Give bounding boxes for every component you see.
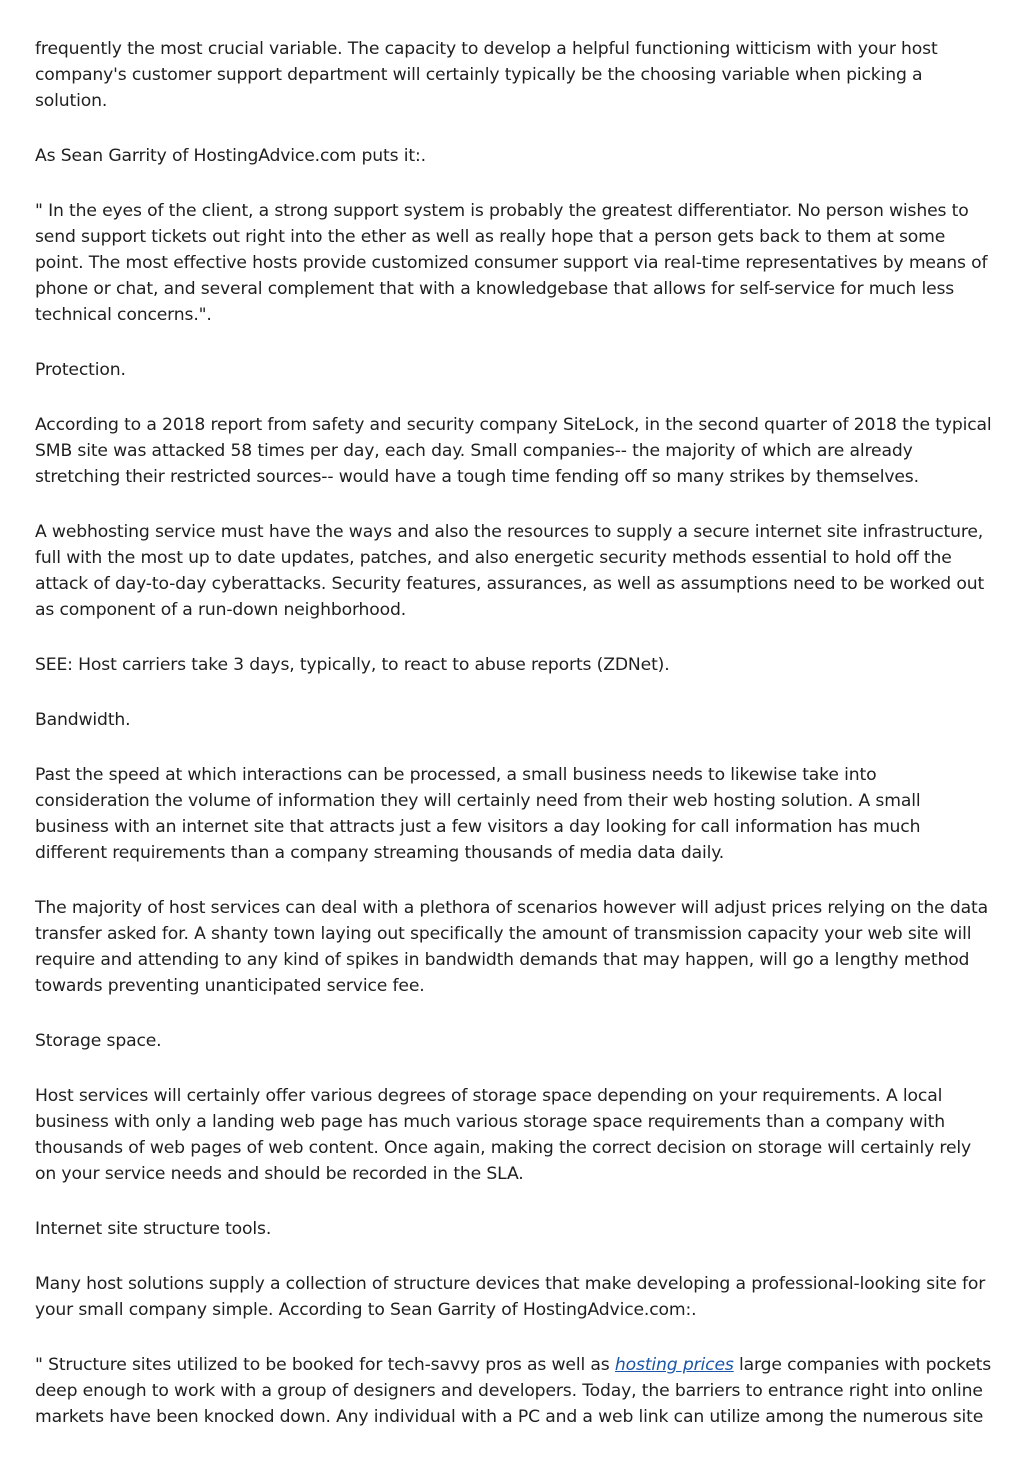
paragraph-bandwidth-volume: Past the speed at which interactions can be processed, a small business needs to likewise take into consideration the volume of information they will certainly need from their web hosting solution. A small business with an internet site that attracts just a few visitors a day looking for call information has much different requirements than a company streaming thousands of media data daily.	[35, 765, 921, 863]
paragraph-support-intro: frequently the most crucial variable. The capacity to develop a helpful functioning witticism with your host company's customer support department will certainly typically be the choosing variable when picking a solution.	[35, 39, 938, 111]
structure-quote-start: " Structure sites utilized to be booked for tech-savvy pros as well as	[35, 1355, 615, 1375]
structure-quote-end: large companies with pockets deep enough to work with a group of designers and developers. Today, the barriers to entrance right into online markets have been knocked down. Any individual with a PC and a web link can utilize among the numerous site	[35, 1355, 992, 1427]
paragraph-sitelock-report: According to a 2018 report from safety and security company SiteLock, in the second quarter of 2018 the typical SMB site was attacked 58 times per day, each day. Small companies-- the majority of which are already stretching their restricted sources-- would have a tough time fending off so many strikes by themselves.	[35, 415, 992, 487]
hosting-prices-link[interactable]: hosting prices	[614, 1355, 734, 1375]
paragraph-webhosting-security: A webhosting service must have the ways and also the resources to supply a secure internet site infrastructure, full with the most up to date updates, patches, and also energetic security methods essential to hold off the attack of day-to-day cyberattacks. Security features, assurances, as well as assumptions need to be worked out as component of a run-down neighborhood.	[35, 522, 985, 620]
paragraph-structure-quote	[35, 1352, 995, 1430]
document-page	[35, 36, 995, 1459]
paragraph-structure-devices: Many host solutions supply a collection of structure devices that make developing a professional-looking site for your small company simple. According to Sean Garrity of HostingAdvice.com:.	[35, 1274, 986, 1320]
paragraph-see-zdnet: SEE: Host carriers take 3 days, typically, to react to abuse reports (ZDNet).	[35, 655, 670, 675]
heading-protection: Protection.	[35, 360, 126, 380]
paragraph-storage: Host services will certainly offer various degrees of storage space depending on your requirements. A local business with only a landing web page has much various storage space requirements than a company with thousands of web pages of web content. Once again, making the correct decision on storage will certainly rely on your service needs and should be recorded in the SLA.	[35, 1086, 972, 1184]
paragraph-support-quote: " In the eyes of the client, a strong support system is probably the greatest differentiator. No person wishes to send support tickets out right into the ether as well as really hope that a person gets back to them at some point. The most effective hosts provide customized consumer support via real-time representatives by means of phone or chat, and several complement that with a knowledgebase that allows for self-service for much less technical concerns.".	[35, 201, 988, 325]
paragraph-quote-attribution: As Sean Garrity of HostingAdvice.com puts it:.	[35, 146, 426, 166]
heading-site-structure-tools: Internet site structure tools.	[35, 1219, 272, 1239]
heading-bandwidth: Bandwidth.	[35, 710, 131, 730]
paragraph-bandwidth-prices: The majority of host services can deal with a plethora of scenarios however will adjust prices relying on the data transfer asked for. A shanty town laying out specifically the amount of transmission capacity your web site will require and attending to any kind of spikes in bandwidth demands that may happen, will go a lengthy method towards preventing unanticipated service fee.	[35, 898, 989, 996]
heading-storage-space: Storage space.	[35, 1031, 162, 1051]
